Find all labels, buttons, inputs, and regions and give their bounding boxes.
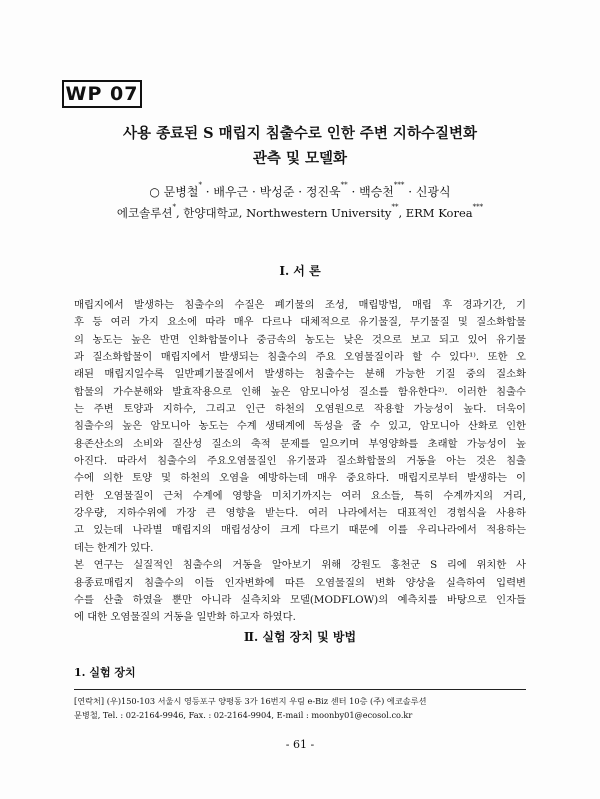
paper-title-line-2: 관측 및 모델화 (252, 150, 348, 167)
affiliation: 에코솔루션 (116, 206, 173, 220)
footnote-divider (74, 689, 526, 690)
body-line: 래된 매립지일수록 일반폐기물질에서 발생하는 침출수는 분해 가능한 기질 중의 질소화 (74, 368, 526, 381)
affiliation-list: 에코솔루션*, 한양대학교, Northwestern University**, ERM Korea*** (116, 203, 484, 220)
body-line: 데는 한계가 있다. (74, 541, 154, 554)
body-line: 용존산소의 소비와 질산성 질소의 축적 문제를 일으키며 부영양화를 초래할 가능성이 높 (74, 437, 526, 450)
author-name: 신광식 (415, 185, 451, 199)
contact-details: 문병철, Tel. : 02-2164-9946, Fax. : 02-2164-9904, E-mail : moonby01@ecosol.co.kr (74, 710, 413, 720)
paper-title-line-1: 사용 종료된 S 매립지 침출수로 인한 주변 지하수질변화 (123, 125, 477, 142)
body-line: 고 있는데 나라별 매립지의 매립성상이 크게 다르기 때문에 이를 우리나라에서 적용하는 (74, 524, 526, 537)
page-number: - 61 - (285, 738, 315, 751)
author-name: 배우근 (213, 185, 249, 199)
body-line: 강우량, 지하수위에 가장 큰 영향을 받는다. 여러 나라에서는 대표적인 경험식을 사용하 (74, 507, 526, 520)
body-line: 아진다. 따라서 침출수의 주요오염물질인 유기물과 질소화합물의 거동을 아는 것은 침출 (74, 455, 526, 468)
body-line: 는 주변 토양과 지하수, 그리고 인근 하천의 오염원으로 작용할 가능성이 높다. 더욱이 (74, 403, 526, 416)
contact-address: [연락처] (우)150-103 서울시 영등포구 양평동 3가 16번지 우림 e-Biz 센터 10층 (주) 에코솔루션 (74, 696, 427, 706)
subsection-heading: 1. 실험 장치 (74, 666, 136, 679)
body-line: 용종료매립지 침출수의 이들 인자변화에 따른 오염물질의 변화 양상을 실측하여 입력변 (74, 576, 526, 589)
author-name: 백승천 (359, 185, 394, 199)
body-line: 과 질소화합물이 매립지에서 발생되는 침출수의 주요 오염물질이라 할 수 있다¹⁾. 또한 오 (74, 351, 526, 364)
presenter-mark: ○ (149, 185, 160, 199)
affiliation: 한양대학교 (183, 206, 239, 220)
affiliation-mark: * (198, 181, 202, 189)
body-line: 침출수의 높은 암모니아 농도는 수계 생태계에 독성을 줄 수 있고, 암모니아 산화로 인한 (74, 420, 526, 433)
author-name: 정진욱 (305, 185, 341, 199)
author-name: 박성준 (259, 185, 295, 199)
body-line: 러한 오염물질이 근처 수계에 영향을 미치기까지는 여러 요소들, 특히 수계까지의 거리, (74, 489, 526, 502)
section-heading-methods: Ⅱ. 실험 장치 및 방법 (243, 630, 357, 644)
body-line: 수에 의한 토양 및 하천의 오염을 예방하는데 매우 중요하다. 매립지로부터 발생하는 이 (74, 472, 526, 485)
body-line: 수를 산출 하였을 뿐만 아니라 실측치와 모델(MODFLOW)의 예측치를 바탕으로 인자들 (74, 593, 526, 606)
contact-footnote (74, 694, 526, 722)
affiliation: Northwestern University (246, 206, 392, 220)
body-line: 매립지에서 발생하는 침출수의 수질은 폐기물의 조성, 매립방법, 매립 후 경과기간, 기 (74, 299, 526, 311)
body-line: 후 등 여러 가지 요소에 따라 매우 다르나 대체적으로 유기물질, 무기물질 및 질소화합물 (74, 316, 526, 329)
session-badge: WP 07 (62, 80, 142, 108)
body-line: 본 연구는 실질적인 침출수의 거동을 알아보기 위해 강원도 홍천군 S 리에 위치한 사 (74, 559, 526, 572)
introduction-body (74, 297, 526, 627)
affiliation-mark: *** (393, 181, 405, 189)
author-list: ○ 문병철* · 배우근 · 박성준 · 정진욱** · 백승천*** · 신광식 (149, 181, 451, 199)
body-line: 의 농도는 높은 반면 인화합물이나 중금속의 농도는 낮은 것으로 보고 되고 있어 유기물 (74, 333, 526, 346)
body-line: 합물의 가수분해와 발효작용으로 인해 높은 암모니아성 질소를 함유한다²⁾. 이러한 침출수 (74, 385, 526, 398)
affiliation: ERM Korea (405, 206, 473, 220)
section-heading-introduction: Ⅰ. 서 론 (279, 264, 321, 278)
body-line: 에 대한 오염물질의 거동을 일반화 하고자 하였다. (74, 611, 296, 624)
affiliation-mark: ** (340, 181, 348, 189)
author-name: 문병철 (163, 185, 199, 199)
